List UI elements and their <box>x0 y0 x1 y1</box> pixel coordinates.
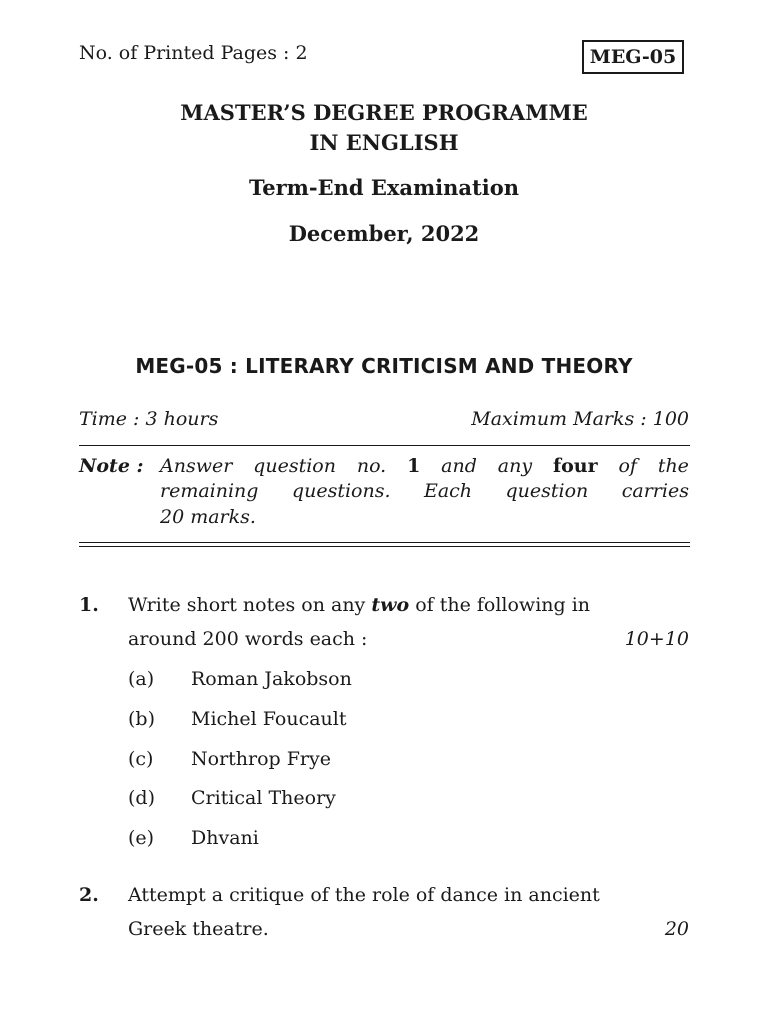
note-line-2 <box>160 480 689 502</box>
question-1-number: 1. <box>79 594 99 616</box>
option-e-label: (e) <box>128 827 155 849</box>
option-e-text: Dhvani <box>191 827 259 849</box>
question-emphasis: two <box>371 594 410 616</box>
note-word: Answer <box>160 455 233 477</box>
printed-pages-count: No. of Printed Pages : 2 <box>79 42 308 64</box>
note-word: and <box>441 455 477 477</box>
note-word: question <box>505 480 589 502</box>
note-emphasis-four: four <box>552 455 598 477</box>
course-title: MEG-05 : LITERARY CRITICISM AND THEORY <box>135 354 633 378</box>
option-d-text: Critical Theory <box>191 787 336 809</box>
exam-title: Term-End Examination <box>248 175 519 200</box>
note-word: any <box>497 455 533 477</box>
question-1-marks: 10+10 <box>624 628 689 650</box>
question-text: of the following in <box>409 594 591 616</box>
option-b-label: (b) <box>128 708 155 730</box>
note-word: remaining <box>160 480 259 502</box>
time-allowed: Time : 3 hours <box>79 408 219 430</box>
note-word: of <box>618 455 637 477</box>
note-label: Note : <box>79 455 144 477</box>
option-b-text: Michel Foucault <box>191 708 347 730</box>
option-c-label: (c) <box>128 748 154 770</box>
note-word: the <box>657 455 689 477</box>
option-a-label: (a) <box>128 668 155 690</box>
note-question-number: 1 <box>407 455 421 477</box>
maximum-marks: Maximum Marks : 100 <box>471 408 689 430</box>
note-word: question <box>253 455 336 477</box>
time-marks-row <box>79 408 689 430</box>
note-line-3 <box>160 506 689 528</box>
question-2-marks: 20 <box>664 918 689 940</box>
note-word: questions. <box>291 480 391 502</box>
note-word: no. <box>356 455 387 477</box>
question-1-line-2: around 200 words each : <box>128 628 368 650</box>
programme-title-line1: MASTER’S DEGREE PROGRAMME <box>180 100 588 125</box>
double-divider-line <box>79 542 690 547</box>
question-1-line-1 <box>128 594 590 616</box>
option-c-text: Northrop Frye <box>191 748 331 770</box>
divider-line <box>79 445 690 446</box>
question-2-line-2: Greek theatre. <box>128 918 269 940</box>
note-word: 20 marks. <box>160 506 256 528</box>
note-word: carries <box>621 480 689 502</box>
note-word: Each <box>423 480 473 502</box>
option-a-text: Roman Jakobson <box>191 668 352 690</box>
exam-date: December, 2022 <box>288 221 480 246</box>
paper-code-box: MEG-05 <box>582 40 684 74</box>
question-text: Write short notes on any <box>128 594 372 616</box>
note-line-1 <box>160 455 689 477</box>
programme-title-line2: IN ENGLISH <box>309 130 459 155</box>
question-2-line-1: Attempt a critique of the role of dance in ancient <box>128 884 600 906</box>
option-d-label: (d) <box>128 787 155 809</box>
question-2-number: 2. <box>79 884 99 906</box>
